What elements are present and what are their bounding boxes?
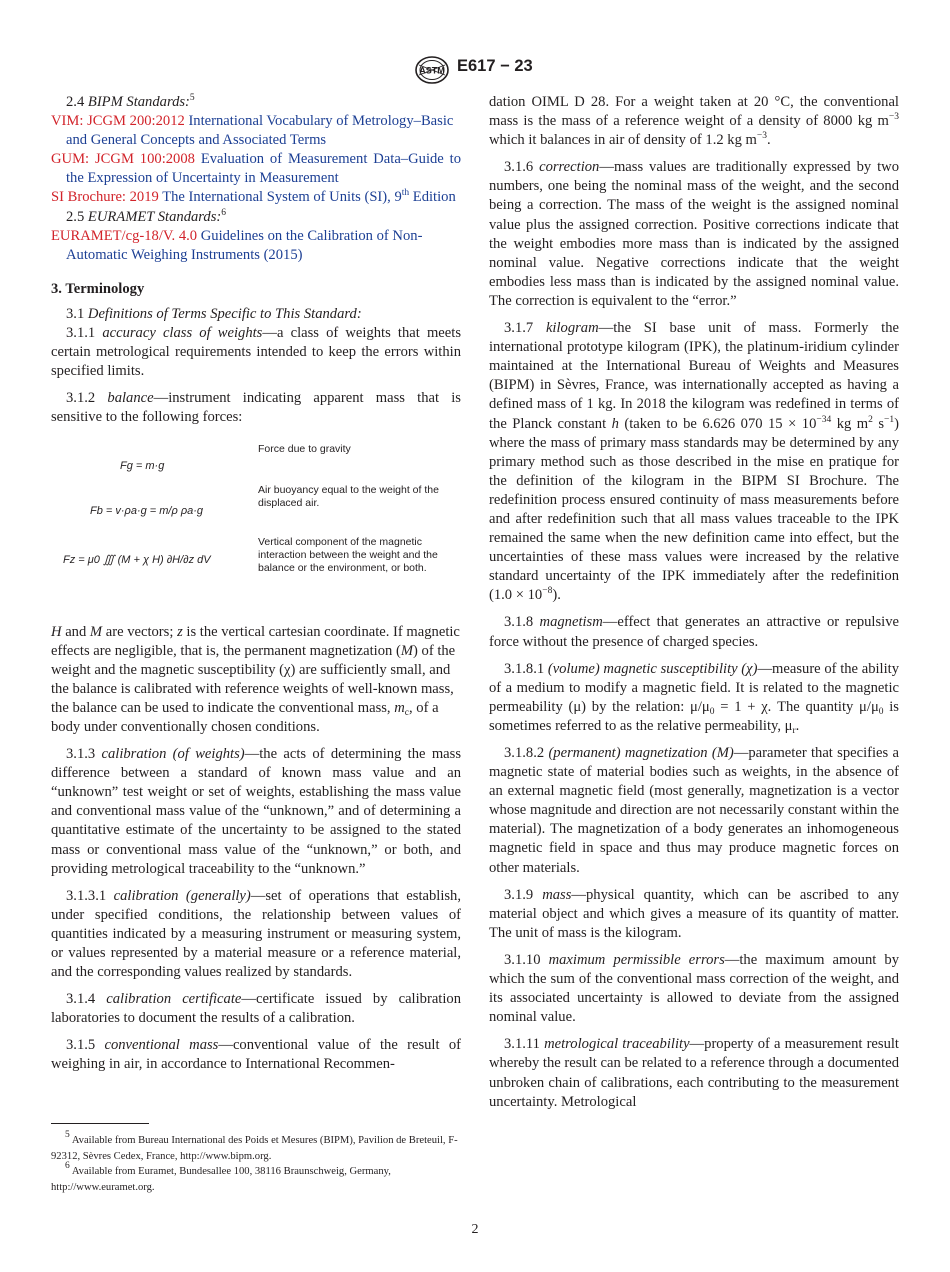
page-header (0, 56, 950, 84)
section-2-4: 2.4 BIPM Standards:$^5$ (66, 93, 195, 110)
page-number: 2 (471, 1222, 479, 1237)
para-3-1-5: 3.1.5 conventional mass—conventional value of the result of weighing in air, in accordance to International Recommen- (51, 1037, 461, 1073)
section-3-heading: 3. Terminology (51, 280, 145, 297)
equation-gravity (120, 460, 164, 473)
footnote-5: $^5$ Available from Bureau International des Poids et Mesures (BIPM), Pavilion de Breteuil, F-92312, Sèvres Cedex, France, http://www.bipm.org. (51, 1130, 458, 1162)
para-3-1-8-1: 3.1.8.1 (volume) magnetic susceptibility (χ)—measure of the ability of a medium to modify a magnetic field. It is related to the magnetic permeability (μ) by the relation: $\mu/\mu_0 = 1 + \chi$. The quantity $\mu/\mu_0$ is sometimes referred to as the relative permeability, $\mu_r$. (489, 660, 900, 736)
svg-text:ASTM: ASTM (419, 65, 445, 76)
equation-buoyancy-text: Fb = v·ρa·g = m/ρ ρa·g (90, 504, 204, 517)
desc-gravity: Force due to gravity (258, 442, 351, 455)
left-column (51, 93, 461, 1075)
para-3-1-7: 3.1.7 kilogram—the SI base unit of mass. Formerly the international prototype kilogram (IPK), the platinum-iridium cylinder maintained at the International Bureau of Weights and Measures (BIPM) in Sèvres, France, was internationally accepted as having a defined mass of 1 kg. In 2018 the kilogram was redefined in terms of the Planck constant h (taken to be 6.626 070 $15 \times 10^{-34}$ kg $m^2$ $s^{-1}$) where the mass of primary mass standards may be determined by any primary method such as those described in the mise en pratique for the definition of the kilogram in the BIPM SI Brochure. The redefinition process ensured continuity of mass measurements before and after redefinition such that all mass values traceable to the IPK remained the same when the new definition came into effect, but the uncertainties of these mass values were increased by the relative standard uncertainty of the IPK immediately after the redefinition $(1.0 \times 10^{-8})$. (489, 320, 900, 604)
para-3-1-2: 3.1.2 balance—instrument indicating apparent mass that is sensitive to the following forces: (51, 390, 461, 426)
para-3-1-3: 3.1.3 calibration (of weights)—the acts of determining the mass difference between a standard of known mass value and an “unknown” test weight or set of weights, establishing the mass value and conventional mass value of the “unknown,” and of determining a quantitative estimate of the uncertainty to be assigned to the stated mass or conventional mass value of the “unknown,” or both, and providing metrological traceability to the “unknown.” (51, 746, 462, 877)
para-3-1-9: 3.1.9 mass—physical quantity, which can be ascribed to any material object and which gives a measure of its quantity of matter. The unit of mass is the kilogram. (489, 886, 899, 941)
ref-vim[interactable]: VIM: JCGM 200:2012 International Vocabulary of Metrology–Basic and General Concepts and Associated Terms (51, 113, 454, 149)
right-column (489, 93, 899, 1112)
ref-si-brochure[interactable]: SI Brochure: 2019 The International System of Units (SI), 9th Edition (51, 188, 456, 206)
para-3-1-11: 3.1.11 metrological traceability—property of a measurement result whereby the result can be related to a reference through a documented unbroken chain of calibrations, each contributing to the measurement uncertainty. Metrological (489, 1036, 899, 1110)
equation-buoyancy (90, 505, 203, 518)
para-h-m-vectors: H and M are vectors; z is the vertical cartesian coordinate. If magnetic effects are negligible, that is, the permanent magnetization (M) of the weight and the magnetic susceptibility (χ) are sufficiently small, and the balance is calibrated with reference weights of well-known mass, the balance can be used to indicate the conventional mass, $m_c$, of a body under conventionally chosen conditions. (51, 623, 460, 735)
footnote-6: $^6$ Available from Euramet, Bundesallee 100, 38116 Braunschweig, Germany, http://www.euramet.org. (51, 1161, 391, 1193)
desc-magnetic: Vertical component of the magnetic interaction between the weight and the balance or the environment, or both. (258, 535, 438, 574)
para-3-1-8-2: 3.1.8.2 (permanent) magnetization (M)—parameter that specifies a magnetic state of material bodies such as weights, in the absence of an external magnetic field (most generally, magnetization is a vector whose magnitude and direction are not necessarily constant within the material). The magnetization of a body generates an inhomogeneous magnetic field in space and thus may produce magnetic forces on other materials. (489, 745, 899, 876)
para-3-1-10: 3.1.10 maximum permissible errors—the maximum amount by which the sum of the conventional mass correction of the weight, and its associated uncertainty is allowed to deviate from the assigned nominal value. (489, 951, 899, 1026)
desc-buoyancy: Air buoyancy equal to the weight of the displaced air. (258, 483, 439, 509)
para-3-1-4: 3.1.4 calibration certificate—certificate issued by calibration laboratories to document the results of a calibration. (51, 991, 462, 1027)
para-3-1-5-continued: dation OIML D 28. For a weight taken at 20 °C, the conventional mass is the mass of a reference weight of a density of 8000 kg $m^{-3}$ which it balances in air of density of 1.2 kg $m^{-3}$. (489, 94, 899, 149)
ref-gum[interactable]: GUM: JCGM 100:2008 Evaluation of Measurement Data–Guide to the Expression of Uncertainty in Measurement (51, 151, 462, 187)
equation-magnetic-text: Fz = μ0 ∭ (M + χ H) ∂H/∂z dV (63, 553, 211, 566)
footnotes (51, 1130, 461, 1195)
ref-euramet[interactable]: EURAMET/cg-18/V. 4.0 Guidelines on the Calibration of Non-Automatic Weighing Instruments (2015) (51, 227, 423, 263)
footnote-divider (51, 1123, 149, 1124)
astm-logo (414, 56, 450, 84)
para-3-1-6: 3.1.6 correction—mass values are traditionally expressed by two numbers, one being the nominal mass of the weight, and the second being a correction. The mass of the weight is the assigned nominal value plus the assigned correction. Positive corrections indicate that the weight embodies more mass than is indicated by the assigned nominal value. Negative corrections indicate that the weight embodies less mass than is indicated by the assigned nominal value. The correction is equivalent to the “error.” (489, 159, 899, 309)
equation-gravity-text: Fg = m·g (120, 459, 165, 472)
document-id: E617 − 23 (457, 57, 533, 75)
para-3-1-8: 3.1.8 magnetism—effect that generates an attractive or repulsive force without the presence of charged species. (489, 614, 899, 650)
para-3-1-1: 3.1.1 accuracy class of weights—a class of weights that meets certain metrological requirements intended to keep the errors within specified limits. (51, 325, 461, 380)
section-2-5: 2.5 EURAMET Standards:$^6$ (66, 207, 227, 225)
para-3-1-3-1: 3.1.3.1 calibration (generally)—set of operations that establish, under specified conditions, the relationship between values of quantities indicated by a measuring instrument or measuring system, or values represented by a material measure or a reference material, and the corresponding values realized by standards. (51, 887, 462, 981)
equation-magnetic (63, 554, 211, 567)
balance-forces-table (51, 434, 461, 619)
para-3-1: 3.1 Definitions of Terms Specific to This Standard: (66, 305, 362, 322)
